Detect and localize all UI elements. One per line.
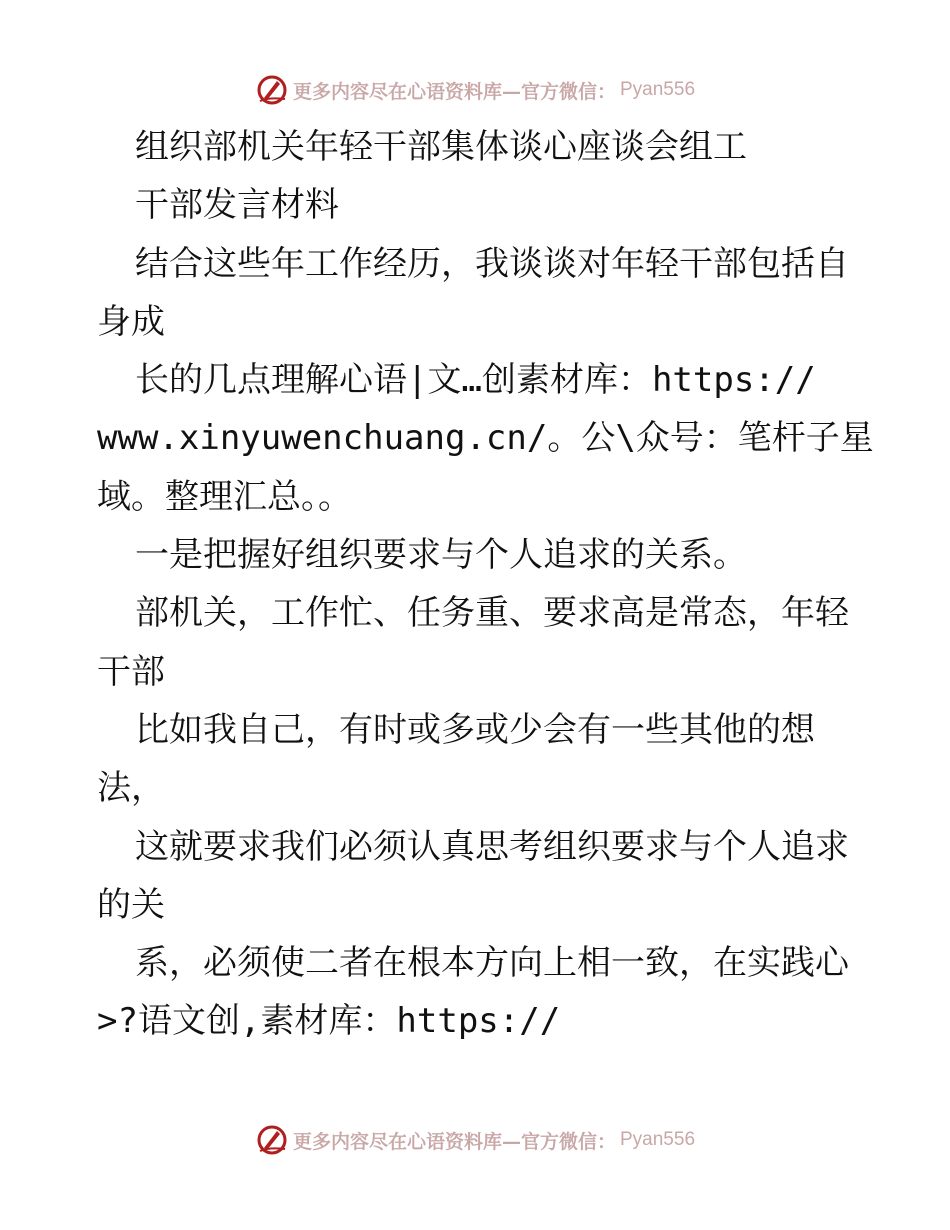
title-line-2: 干部发言材料	[135, 185, 339, 226]
paragraph-line: 法，	[97, 768, 165, 809]
footer-banner	[0, 1120, 950, 1160]
paragraph-line: 长的几点理解心语|文…创素材库：https://	[135, 360, 816, 401]
paragraph-line: 结合这些年工作经历，我谈谈对年轻干部包括自	[135, 243, 849, 284]
paragraph-line: www.xinyuwenchuang.cn/。公\众号：笔杆子星	[97, 418, 874, 459]
paragraph-line: 干部	[97, 651, 165, 692]
paragraph-line: 比如我自己，有时或多或少会有一些其他的想	[135, 709, 815, 750]
paragraph-line: 部机关，工作忙、任务重、要求高是常态，年轻	[135, 593, 849, 634]
document-body	[97, 118, 874, 1051]
header-banner-wechat: Pyan556	[620, 79, 696, 100]
footer-banner-content	[255, 1123, 695, 1157]
paragraph-line: 域。整理汇总。。	[97, 476, 352, 517]
section-heading: 一是把握好组织要求与个人追求的关系。	[135, 535, 747, 576]
title-line-1: 组织部机关年轻干部集体谈心座谈会组工	[135, 127, 747, 167]
header-banner-text: 更多内容尽在心语资料库—官方微信：	[292, 80, 616, 103]
quill-circle-icon	[255, 73, 289, 107]
header-banner	[0, 70, 950, 110]
paragraph-line: 身成	[97, 301, 165, 342]
footer-banner-text: 更多内容尽在心语资料库—官方微信：	[292, 1130, 616, 1153]
paragraph-line: 的关	[97, 884, 165, 925]
paragraph-line: 这就要求我们必须认真思考组织要求与个人追求	[135, 826, 849, 867]
quill-circle-icon	[255, 1123, 289, 1157]
paragraph-line: >?语文创,素材库：https://	[97, 1001, 561, 1042]
footer-banner-wechat: Pyan556	[620, 1129, 696, 1150]
paragraph-line: 系，必须使二者在根本方向上相一致，在实践心	[135, 943, 849, 984]
header-banner-content	[255, 73, 695, 107]
